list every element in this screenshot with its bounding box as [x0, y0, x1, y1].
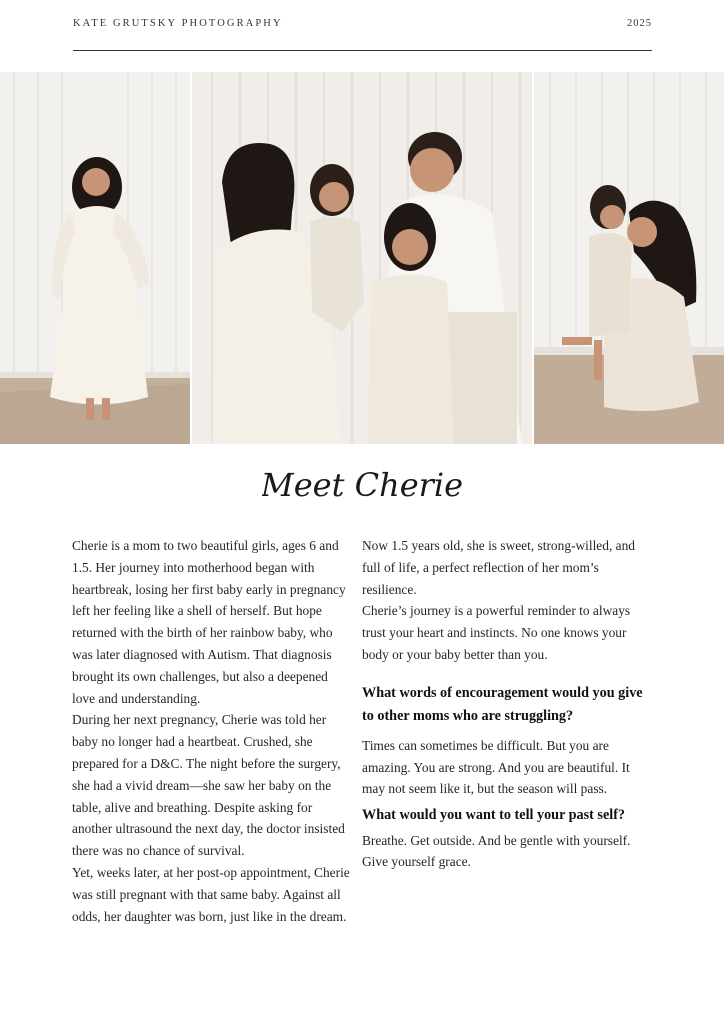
interview-answer: Breathe. Get outside. And be gentle with yourself. Give yourself grace. [362, 832, 631, 870]
story-paragraph: Cherie’s journey is a powerful reminder to always trust your heart and instincts. No one knows your body or your baby better than you. [362, 603, 631, 662]
story-left-column [72, 535, 354, 927]
photo-mother-toddler [534, 72, 724, 444]
interview-question: What words of encouragement would you give to other moms who are struggling? [362, 684, 643, 725]
photo-strip [0, 72, 724, 444]
story-right-column [362, 535, 652, 873]
brand-name: KATE GRUTSKY PHOTOGRAPHY [73, 18, 283, 29]
page-title [0, 452, 724, 518]
title-script-art [262, 452, 462, 518]
story-paragraph: Cherie is a mom to two beautiful girls, ages 6 and 1.5. Her journey into motherhood began with heartbreak, losing her first baby early in pregnancy left her feeling like a shell of herself. But hope returned with the birth of her rainbow baby, who was later diagnosed with Autism. That diagnosis brought its own challenges, but also a deepened love and understanding. [72, 538, 346, 706]
interview-answer: Times can sometimes be difficult. But you are amazing. You are strong. And you are beautiful. It may not seem like it, but the season will pass. [362, 737, 630, 797]
year-label: 2025 [627, 18, 652, 29]
interview-question: What would you want to tell your past self? [362, 807, 626, 824]
story-paragraph: During her next pregnancy, Cherie was told her baby no longer had a heartbeat. Crushed, she prepared for a D&C. The night before the surgery, she had a vivid dream—she saw her baby on the table, alive and breathing. Despite asking for another ultrasound the next day, the doctor insisted there was no chance of survival. [72, 712, 345, 859]
page-header [73, 16, 652, 51]
story-paragraph: Yet, weeks later, at her post-op appointment, Cherie was still pregnant with that same baby. Against all odds, her daughter was born, just like in the dream. [72, 864, 350, 924]
photo-family [192, 72, 532, 444]
svg-text:Meet Cherie: Meet Cherie [262, 466, 462, 504]
story-paragraph: Now 1.5 years old, she is sweet, strong-willed, and full of life, a perfect reflection of her mom’s resilience. [362, 538, 635, 597]
photo-mother-standing [0, 72, 190, 444]
